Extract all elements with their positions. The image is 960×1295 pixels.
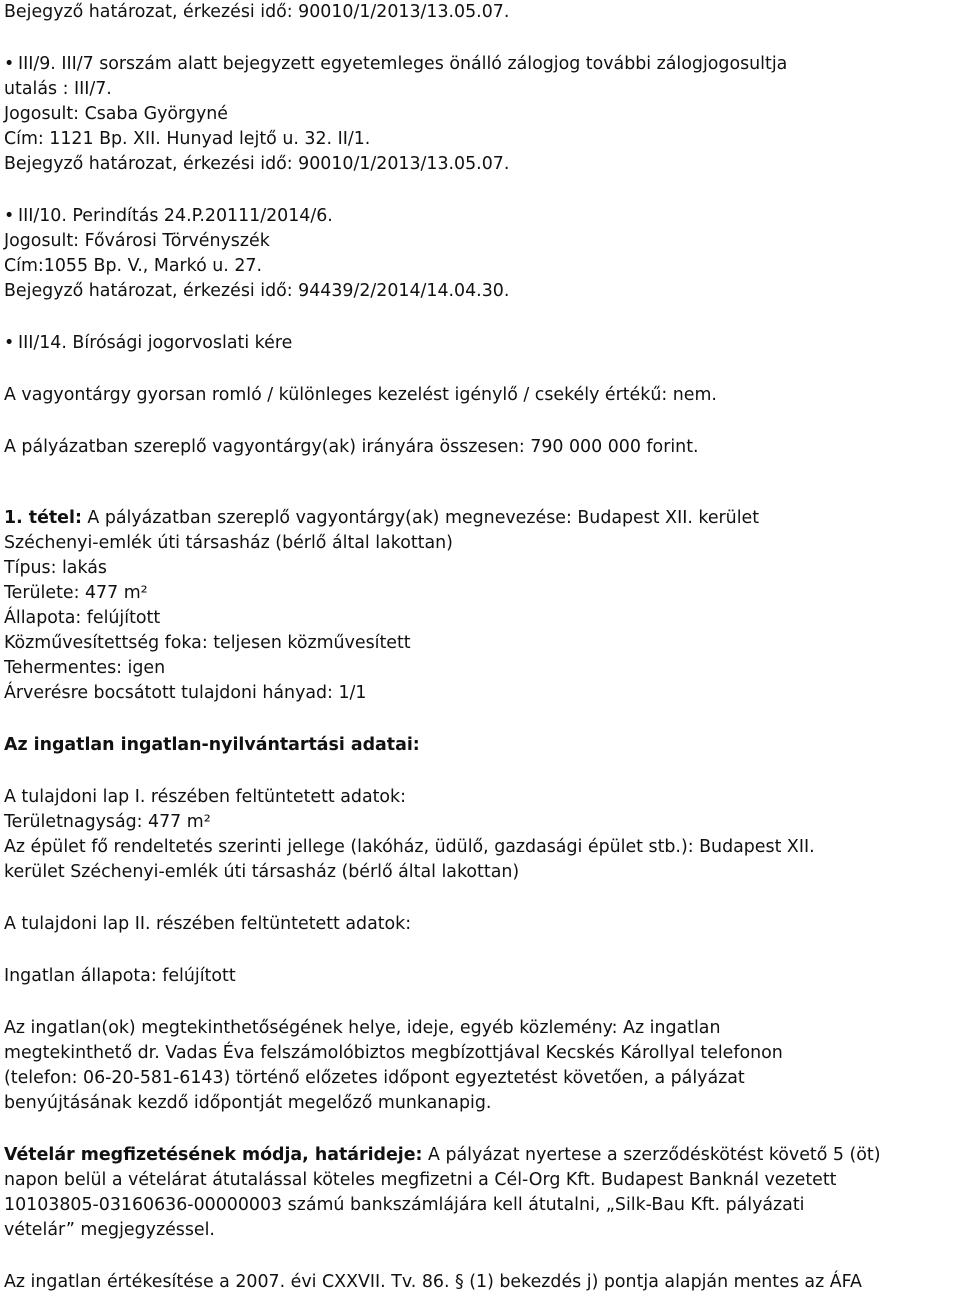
payment-line: vételár” megjegyzéssel. (4, 1220, 215, 1240)
spacer (4, 304, 956, 331)
utilities-level: Közművesítettség foka: teljesen közművesített (4, 633, 411, 653)
payment-label: Vételár megfizetésének módja, határideje: (4, 1145, 423, 1165)
spacer (4, 1243, 956, 1270)
building-purpose-cont: kerület Széchenyi-emlék úti társasház (bérlő által lakottan) (4, 862, 520, 882)
viewing-line: Az ingatlan(ok) megtekinthetőségének helye, ideje, egyéb közlemény: Az ingatlan (4, 1018, 721, 1038)
building-purpose: Az épület fő rendeltetés szerinti jellege (lakóház, üdülő, gazdasági épület stb.): Budapest XII. (4, 837, 815, 857)
spacer (4, 989, 956, 1016)
ownership-share: Árverésre bocsátott tulajdoni hányad: 1/1 (4, 683, 367, 703)
viewing-line: (telefon: 06-20-581-6143) történő előzetes időpont egyeztetést követően, a pályázat (4, 1068, 745, 1088)
spacer (4, 356, 956, 383)
spacer (4, 706, 956, 733)
bullet-icon: • (4, 206, 15, 226)
spacer (4, 25, 956, 52)
payment-section (4, 1143, 956, 1243)
payment-line: napon belül a vételárat átutalással köteles megfizetni a Cél-Org Kft. Budapest Banknál vezetett (4, 1170, 837, 1190)
entry-heading (4, 204, 956, 229)
encumbrance-free: Tehermentes: igen (4, 658, 166, 678)
document-page (4, 0, 956, 1295)
spacer (4, 460, 956, 506)
entry-title: III/14. Bírósági jogorvoslati kére (18, 333, 293, 353)
property-state: Ingatlan állapota: felújított (4, 966, 236, 986)
bullet-icon: • (4, 333, 15, 353)
spacer (4, 758, 956, 785)
viewing-section (4, 1016, 956, 1116)
viewing-line: megtekinthető dr. Vadas Éva felszámolóbiztos megbízottjával Kecskés Károllyal telefonon (4, 1043, 783, 1063)
land-registry-section (4, 733, 956, 989)
property-type: Típus: lakás (4, 558, 107, 578)
entry-heading (4, 52, 956, 77)
land-registry-heading: Az ingatlan ingatlan-nyilvántartási adatai: (4, 735, 420, 755)
payment-line (4, 1143, 956, 1168)
payment-line: 10103805-03160636-00000003 számú bankszámlájára kell átutalni, „Silk-Bau Kft. pályázati (4, 1195, 805, 1215)
entry-title: III/10. Perindítás 24.P.20111/2014/6. (18, 206, 333, 226)
lot-description-cont: Széchenyi-emlék úti társasház (bérlő által lakottan) (4, 533, 453, 553)
asking-price-statement: A pályázatban szereplő vagyontárgy(ak) irányára összesen: 790 000 000 forint. (4, 437, 699, 457)
vat-exemption-line: Az ingatlan értékesítése a 2007. évi CXXVII. Tv. 86. § (1) bekezdés j) pontja alapján mentes az ÁFA (4, 1272, 862, 1292)
property-area: Területe: 477 m² (4, 583, 148, 603)
perishable-statement: A vagyontárgy gyorsan romló / különleges kezelést igénylő / csekély értékű: nem. (4, 385, 717, 405)
lot-1-title (4, 506, 956, 531)
lot-description: A pályázatban szereplő vagyontárgy(ak) megnevezése: Budapest XII. kerület (81, 508, 760, 528)
entry-iii-9 (4, 52, 956, 177)
payment-text: A pályázat nyertese a szerződéskötést követő 5 (öt) (422, 1145, 881, 1165)
title-deed-part-2-title: A tulajdoni lap II. részében feltüntetett adatok: (4, 914, 412, 934)
bullet-icon: • (4, 54, 15, 74)
spacer (4, 937, 956, 964)
plot-size: Területnagyság: 477 m² (4, 812, 211, 832)
lot-1-section (4, 506, 956, 706)
entry-line: Jogosult: Fővárosi Törvényszék (4, 231, 270, 251)
entry-line: Cím:1055 Bp. V., Markó u. 27. (4, 256, 262, 276)
lot-label: 1. tétel: (4, 508, 82, 528)
entry-title: III/9. III/7 sorszám alatt bejegyzett egyetemleges önálló zálogjog további zálogjogosultja (18, 54, 788, 74)
entry-line: Jogosult: Csaba Györgyné (4, 104, 228, 124)
entry-line: Cím: 1121 Bp. XII. Hunyad lejtő u. 32. II/1. (4, 129, 371, 149)
spacer (4, 408, 956, 435)
title-deed-part-1-title: A tulajdoni lap I. részében feltüntetett adatok: (4, 787, 406, 807)
property-condition: Állapota: felújított (4, 608, 161, 628)
viewing-line: benyújtásának kezdő időpontját megelőző munkanapig. (4, 1093, 492, 1113)
spacer (4, 177, 956, 204)
entry-line: Bejegyző határozat, érkezési idő: 90010/1/2013/13.05.07. (4, 154, 510, 174)
entry-iii-14 (4, 331, 956, 356)
entry-heading (4, 331, 956, 356)
entry-line: utalás : III/7. (4, 79, 112, 99)
spacer (4, 885, 956, 912)
entry-iii-10 (4, 204, 956, 304)
spacer (4, 1116, 956, 1143)
entry-line: Bejegyző határozat, érkezési idő: 94439/2/2014/14.04.30. (4, 281, 510, 301)
registration-decision-line: Bejegyző határozat, érkezési idő: 90010/1/2013/13.05.07. (4, 2, 510, 22)
